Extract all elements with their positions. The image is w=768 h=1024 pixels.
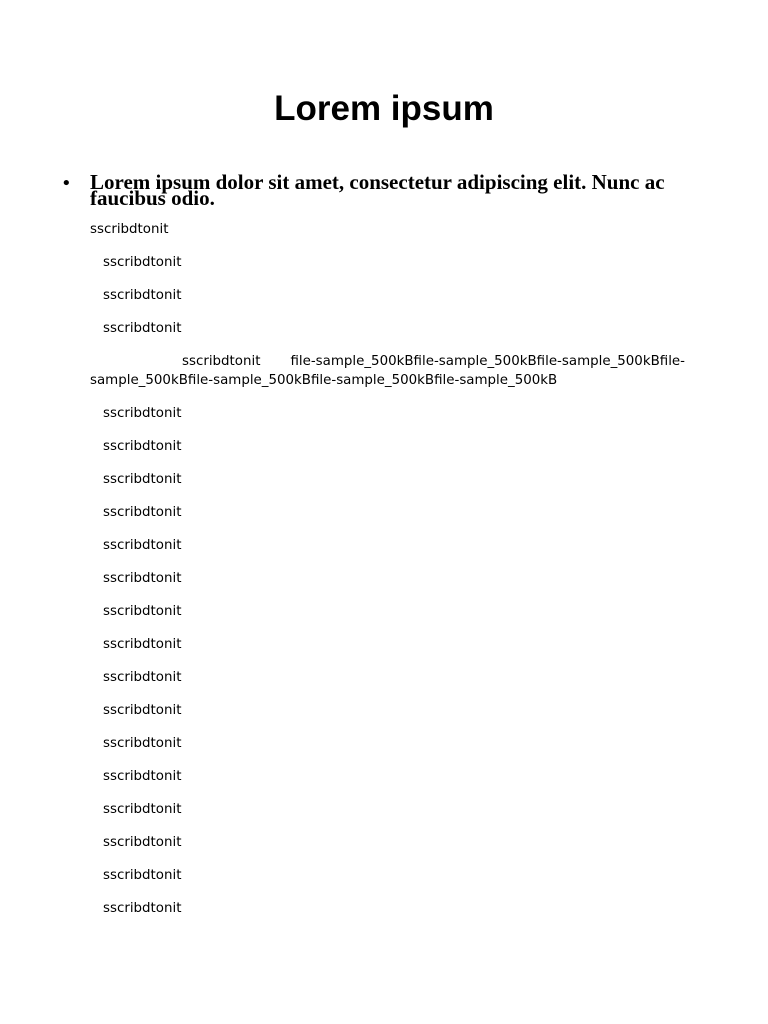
text-line: sscribdtonit [103, 472, 182, 487]
text-line: sscribdtonit [103, 703, 182, 718]
text-line: sscribdtonit [103, 571, 182, 586]
text-line: sscribdtonit [103, 505, 182, 520]
file-text-line-1: file-sample_500kBfile-sample_500kBfile-sample_500kBfile- [290, 354, 685, 369]
paragraph-label: sscribdtonit [182, 354, 261, 369]
text-line: sscribdtonit [90, 222, 169, 237]
text-line: sscribdtonit [103, 604, 182, 619]
text-line: sscribdtonit [103, 255, 182, 270]
text-line: sscribdtonit [103, 637, 182, 652]
text-line: sscribdtonit [103, 670, 182, 685]
page-title: Lorem ipsum [274, 89, 494, 128]
file-sample-paragraph [90, 352, 690, 390]
text-line: sscribdtonit [103, 802, 182, 817]
text-line: sscribdtonit [103, 538, 182, 553]
file-text-line-2: sample_500kBfile-sample_500kBfile-sample_500kBfile-sample_500kB [90, 373, 558, 388]
text-line: sscribdtonit [103, 835, 182, 850]
bullet-marker: • [61, 173, 72, 194]
text-line: sscribdtonit [103, 288, 182, 303]
bullet-heading: Lorem ipsum dolor sit amet, consectetur adipiscing elit. Nunc ac faucibus odio. [90, 170, 665, 210]
text-line: sscribdtonit [103, 868, 182, 883]
text-line: sscribdtonit [103, 439, 182, 454]
text-line: sscribdtonit [103, 736, 182, 751]
text-line: sscribdtonit [103, 321, 182, 336]
text-line: sscribdtonit [103, 406, 182, 421]
text-line: sscribdtonit [103, 901, 182, 916]
document-body [90, 220, 690, 932]
text-line: sscribdtonit [103, 769, 182, 784]
